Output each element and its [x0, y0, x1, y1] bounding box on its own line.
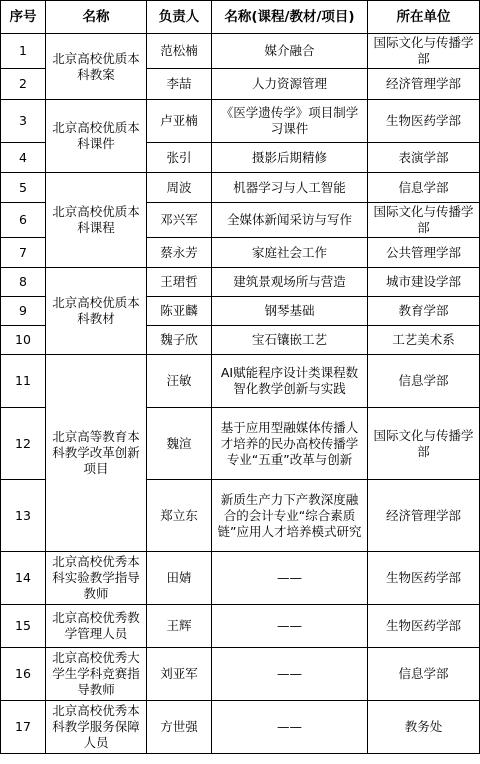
row-owner: 魏子欣: [147, 326, 212, 355]
row-unit: 信息学部: [368, 355, 480, 408]
row-category: 北京高校优质本科教材: [46, 268, 147, 355]
row-index: 15: [1, 605, 46, 648]
row-unit: 城市建设学部: [368, 268, 480, 297]
row-project: ——: [212, 605, 368, 648]
row-owner: 汪敏: [147, 355, 212, 408]
row-owner: 范松楠: [147, 34, 212, 69]
row-index: 4: [1, 143, 46, 173]
row-owner: 田婧: [147, 552, 212, 605]
row-index: 7: [1, 238, 46, 268]
row-index: 14: [1, 552, 46, 605]
row-project: 家庭社会工作: [212, 238, 368, 268]
row-owner: 陈亚麟: [147, 297, 212, 326]
row-unit: 信息学部: [368, 648, 480, 701]
header-index: 序号: [1, 1, 46, 34]
row-index: 5: [1, 173, 46, 203]
row-unit: 生物医药学部: [368, 552, 480, 605]
row-owner: 魏渲: [147, 408, 212, 480]
row-index: 1: [1, 34, 46, 69]
row-unit: 生物医药学部: [368, 100, 480, 143]
row-owner: 王珺哲: [147, 268, 212, 297]
row-unit: 国际文化与传播学部: [368, 408, 480, 480]
row-project: ——: [212, 701, 368, 754]
row-unit: 经济管理学部: [368, 480, 480, 552]
header-unit: 所在单位: [368, 1, 480, 34]
table-row: [1, 34, 480, 69]
table-row: [1, 648, 480, 701]
row-category: 北京高等教育本科教学改革创新项目: [46, 355, 147, 552]
row-owner: 邓兴军: [147, 203, 212, 238]
row-unit: 教育学部: [368, 297, 480, 326]
row-category: 北京高校优质本科教案: [46, 34, 147, 100]
row-category: 北京高校优秀本科实验教学指导教师: [46, 552, 147, 605]
row-owner: 卢亚楠: [147, 100, 212, 143]
row-unit: 国际文化与传播学部: [368, 203, 480, 238]
row-index: 2: [1, 69, 46, 100]
row-project: 全媒体新闻采访与写作: [212, 203, 368, 238]
table-row: [1, 552, 480, 605]
row-project: 钢琴基础: [212, 297, 368, 326]
row-unit: 经济管理学部: [368, 69, 480, 100]
row-project: 摄影后期精修: [212, 143, 368, 173]
row-project: 宝石镶嵌工艺: [212, 326, 368, 355]
row-category: 北京高校优质本科课件: [46, 100, 147, 173]
row-index: 9: [1, 297, 46, 326]
row-unit: 公共管理学部: [368, 238, 480, 268]
row-unit: 工艺美术系: [368, 326, 480, 355]
row-project: ——: [212, 552, 368, 605]
row-project: AI赋能程序设计类课程数智化教学创新与实践: [212, 355, 368, 408]
row-unit: 表演学部: [368, 143, 480, 173]
row-index: 12: [1, 408, 46, 480]
header-owner: 负责人: [147, 1, 212, 34]
table-row: [1, 173, 480, 203]
row-owner: 张引: [147, 143, 212, 173]
table-row: [1, 268, 480, 297]
row-project: 新质生产力下产教深度融合的会计专业“综合素质链”应用人才培养模式研究: [212, 480, 368, 552]
row-project: 《医学遗传学》项目制学习课件: [212, 100, 368, 143]
table-row: [1, 605, 480, 648]
row-category: 北京高校优质本科课程: [46, 173, 147, 268]
row-index: 17: [1, 701, 46, 754]
row-project: 建筑景观场所与营造: [212, 268, 368, 297]
row-index: 10: [1, 326, 46, 355]
row-unit: 生物医药学部: [368, 605, 480, 648]
row-owner: 郑立东: [147, 480, 212, 552]
row-owner: 李喆: [147, 69, 212, 100]
row-project: 基于应用型融媒体传播人才培养的民办高校传播学专业“五重”改革与创新: [212, 408, 368, 480]
row-index: 13: [1, 480, 46, 552]
header-project: 名称(课程/教材/项目): [212, 1, 368, 34]
row-project: 人力资源管理: [212, 69, 368, 100]
row-index: 16: [1, 648, 46, 701]
header-category: 名称: [46, 1, 147, 34]
row-owner: 蔡永芳: [147, 238, 212, 268]
row-owner: 王辉: [147, 605, 212, 648]
row-owner: 刘亚军: [147, 648, 212, 701]
row-index: 6: [1, 203, 46, 238]
row-project: ——: [212, 648, 368, 701]
header-row: [1, 1, 480, 34]
row-owner: 方世强: [147, 701, 212, 754]
row-category: 北京高校优秀大学生学科竞赛指导教师: [46, 648, 147, 701]
table-row: [1, 100, 480, 143]
row-project: 媒介融合: [212, 34, 368, 69]
row-category: 北京高校优秀教学管理人员: [46, 605, 147, 648]
row-unit: 国际文化与传播学部: [368, 34, 480, 69]
table-row: [1, 355, 480, 408]
row-unit: 教务处: [368, 701, 480, 754]
row-index: 8: [1, 268, 46, 297]
row-category: 北京高校优秀本科教学服务保障人员: [46, 701, 147, 754]
row-owner: 周波: [147, 173, 212, 203]
table-row: [1, 701, 480, 754]
row-index: 11: [1, 355, 46, 408]
row-index: 3: [1, 100, 46, 143]
row-project: 机器学习与人工智能: [212, 173, 368, 203]
row-unit: 信息学部: [368, 173, 480, 203]
